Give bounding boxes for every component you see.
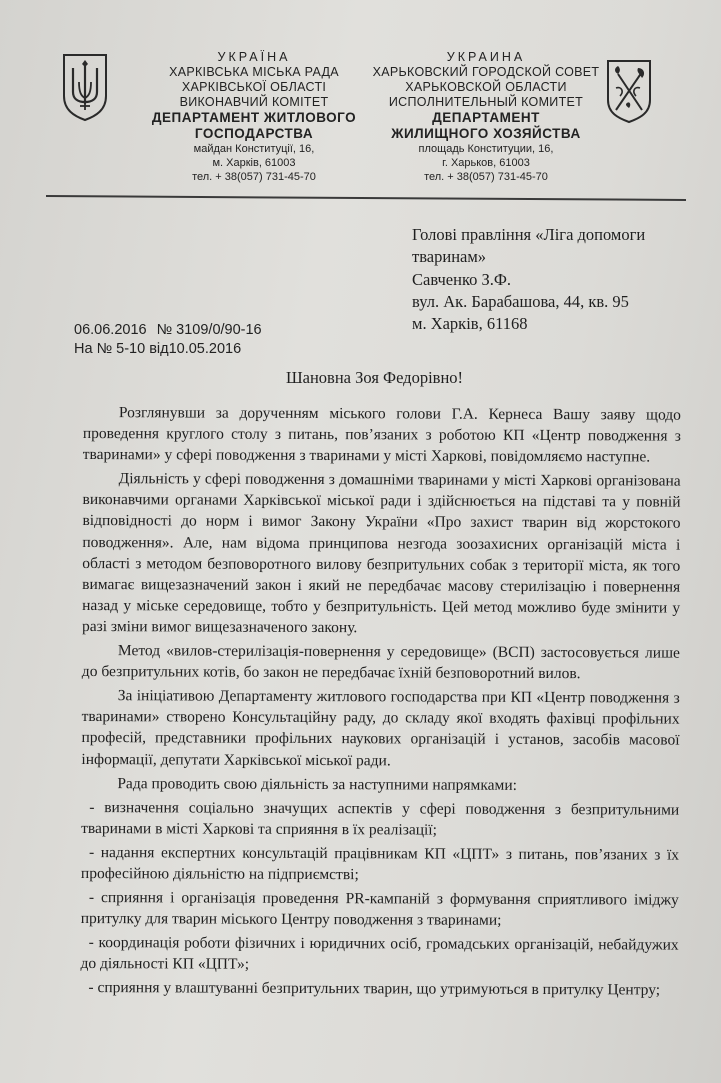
- ru-region: ХАРЬКОВСКОЙ ОБЛАСТИ: [405, 80, 567, 94]
- list-item: - надання експертних консультацій працівникам КП «ЦПТ» з питань, пов’язаних з їх професійною діяльністю на підприємстві;: [80, 843, 680, 884]
- ua-country: УКРАЇНА: [217, 50, 291, 64]
- letterhead-ukrainian: [138, 50, 370, 184]
- reply-reference: На № 5-10 від10.05.2016: [74, 341, 242, 357]
- ru-department-line1: ДЕПАРТАМЕНТ: [432, 110, 540, 125]
- letterhead-divider: [46, 195, 686, 201]
- kharkiv-coat-of-arms-icon: [604, 58, 654, 124]
- addressee-street: вул. Ак. Барабашова, 44, кв. 95: [412, 291, 629, 311]
- addressee-block: [412, 224, 687, 335]
- list-item: - визначення соціально значущих аспектів у сфері поводження з безпритульними тваринами в місті Харкові та сприяння в їх реалізації;: [81, 798, 680, 839]
- ukraine-coat-of-arms-icon: [60, 52, 110, 122]
- body-paragraph: Діяльність у сфері поводження з домашніми тваринами у місті Харкові організована виконавчими органами Харківської міської ради і здійснюється на підставі та у повній відповідності до норм і вимог Закону України «Про захист тварин від жорстокого поводження». Але, нам відома принципова незгода зоозахисних організацій міста і області з методом безповоротного вилову безпритульних собак з території міста, як того вимагає вищезазначений закон і який не передбачає масову стерилізацію і повернення назад у міське середовище, тобто у безпритульність. Цей метод можливо буде змінити у разі зміни вимог вищезазначеного закону.: [81, 470, 681, 637]
- list-item: - координація роботи фізичних і юридичних осіб, громадських організацій, небайдужих до діяльності КП «ЦПТ»;: [80, 934, 679, 974]
- ru-council: ХАРЬКОВСКИЙ ГОРОДСКОЙ СОВЕТ: [372, 65, 600, 79]
- letter-number: № 3109/0/90-16: [156, 322, 262, 338]
- ru-address-street: площадь Конституции, 16,: [418, 143, 554, 155]
- ua-region: ХАРКІВСЬКОЇ ОБЛАСТІ: [181, 80, 327, 94]
- list-item: - сприяння у влаштуванні безпритульних тварин, що утримуються в притулку Центру;: [88, 979, 661, 999]
- ua-council: ХАРКІВСЬКА МІСЬКА РАДА: [169, 65, 339, 79]
- ua-address-city: м. Харків, 61003: [212, 157, 296, 169]
- ru-department-line2: ЖИЛИЩНОГО ХОЗЯЙСТВА: [391, 126, 581, 141]
- salutation: Шановна Зоя Федорівно!: [286, 368, 464, 387]
- ru-phone: тел. + 38(057) 731-45-70: [424, 171, 548, 183]
- addressee-city: м. Харків, 61168: [412, 314, 528, 334]
- addressee-name: Савченко З.Ф.: [412, 269, 512, 289]
- ru-committee: ИСПОЛНИТЕЛЬНЫЙ КОМИТЕТ: [388, 95, 584, 109]
- letter-date: 06.06.2016: [74, 322, 147, 338]
- ua-committee: ВИКОНАВЧИЙ КОМІТЕТ: [179, 95, 329, 109]
- ua-phone: тел. + 38(057) 731-45-70: [192, 171, 316, 183]
- ua-department-line1: ДЕПАРТАМЕНТ ЖИТЛОВОГО: [151, 110, 357, 125]
- ru-country: УКРАИНА: [446, 50, 526, 64]
- reference-block: [74, 321, 262, 359]
- addressee-line: тваринам»: [412, 247, 487, 267]
- letter-body: [80, 402, 681, 1004]
- letterhead-russian: [370, 50, 602, 184]
- body-paragraph: Метод «вилов-стерилізація-повернення у середовище» (ВСП) застосовується лише до безпритульних котів, бо закон не передбачає їхній безповоротний вилов.: [81, 642, 680, 683]
- list-item: - сприяння і організація проведення PR-кампаній з формування сприятливого іміджу притулку для тварин міського Центру поводження з тваринами;: [80, 889, 679, 929]
- addressee-line: Голові правління «Ліга допомоги: [412, 225, 646, 244]
- ua-department-line2: ГОСПОДАРСТВА: [194, 126, 314, 141]
- ru-address-city: г. Харьков, 61003: [442, 157, 530, 169]
- body-paragraph: За ініціативою Департаменту житлового господарства при КП «Центр поводження з тваринами» створено Консультаційну раду, до складу якої входять фахівці профільних професій, представники профільних наукових організацій і установ, засобів масової інформації, депутати Харківської міської ради.: [81, 687, 680, 769]
- body-paragraph: Рада проводить свою діяльність за наступними напрямками:: [117, 774, 517, 794]
- ua-address-street: майдан Конституції, 16,: [193, 143, 315, 155]
- body-paragraph: Розглянувши за дорученням міського голови Г.А. Кернеса Вашу заяву щодо проведення круглого столу з питань, пов’язаних з роботою КП «Центр поводження з тваринами» у сфері поводження з тваринами у місті Харкові, повідомляємо наступне.: [82, 404, 681, 466]
